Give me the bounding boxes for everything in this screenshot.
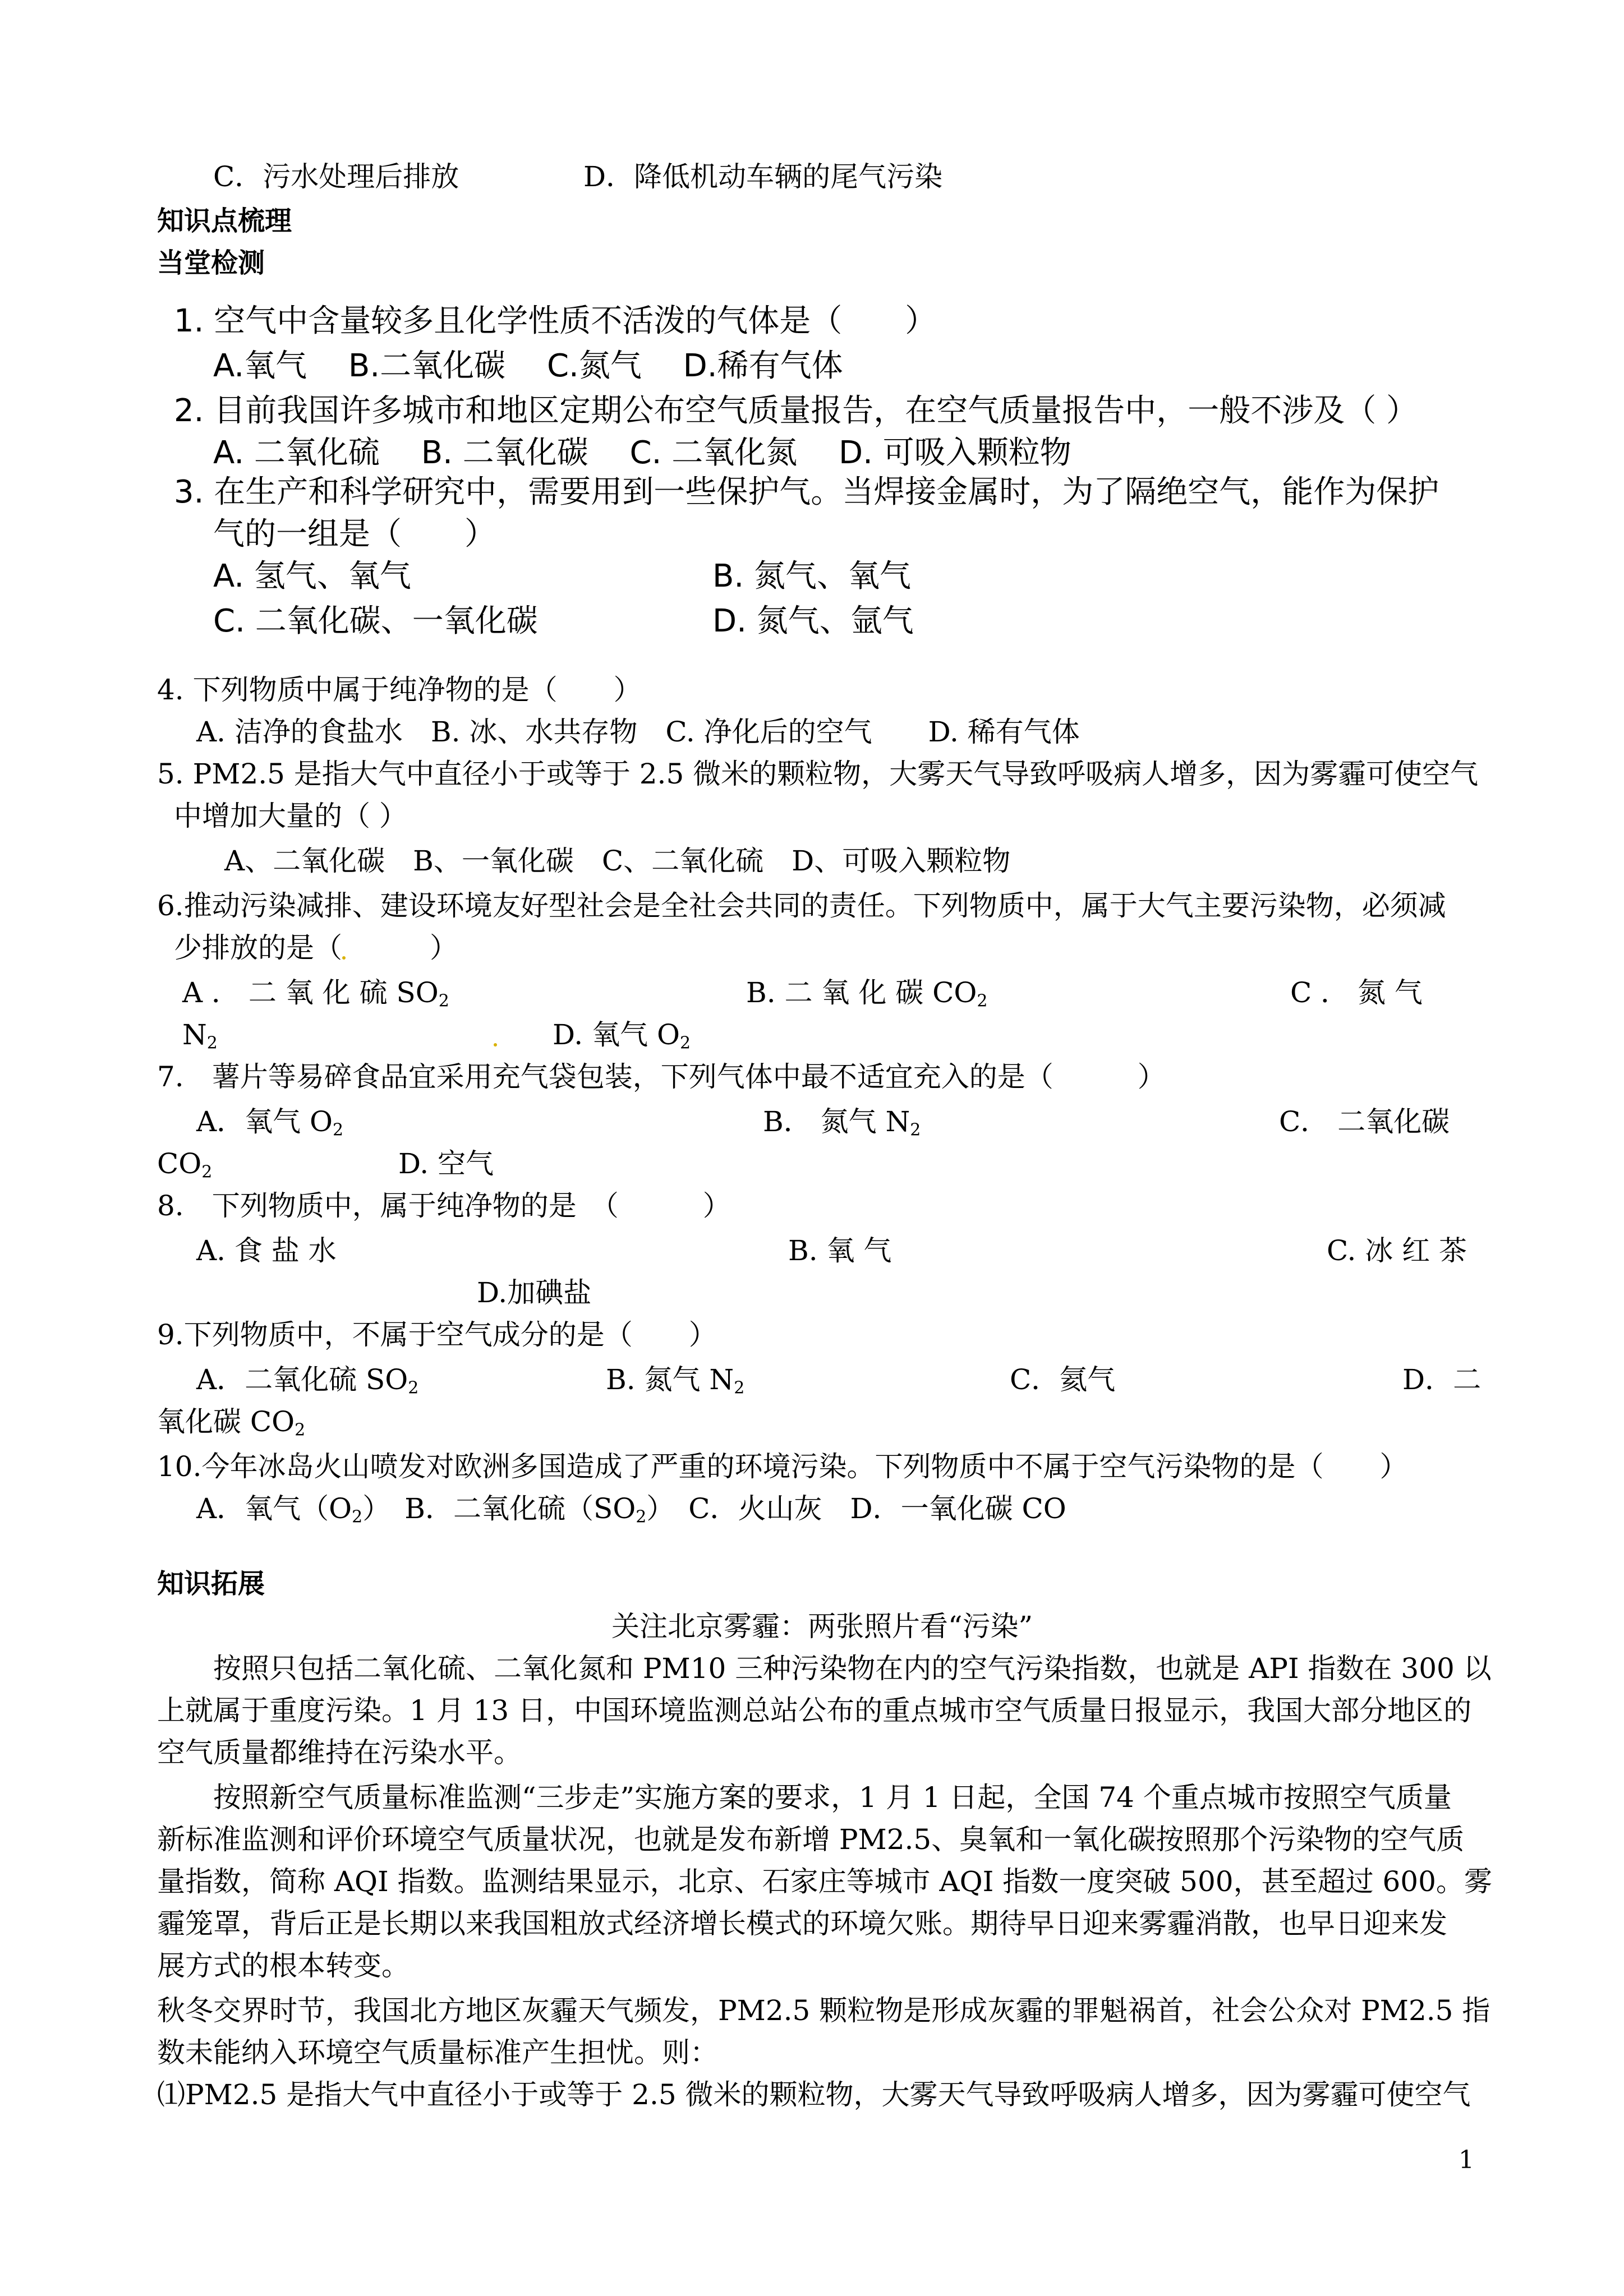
q6-option-a: A ． 二 氧 化 硫 $SO_2$ <box>182 976 449 1011</box>
q6-option-c-formula: $N_2$ <box>182 1018 218 1053</box>
q3-stem-line2: 气的一组是（ ） <box>213 516 496 552</box>
article-title: 关注北京雾霾：两张照片看“污染” <box>611 1610 1033 1643</box>
q9-option-b: B. 氮气 $N_2$ <box>606 1363 745 1398</box>
q10-stem: 10.今年冰岛火山喷发对欧洲多国造成了严重的环境污染。下列物质中不属于空气污染物的是（ ） <box>157 1450 1408 1483</box>
q5-stem-line1: 5. PM2.5 是指大气中直径小于或等于 2.5 微米的颗粒物，大雾天气导致呼吸病人增多，因为雾霾可使空气 <box>157 758 1479 790</box>
q7-option-b: B． 氮气 $N_2$ <box>763 1105 921 1140</box>
article-p3-line1: 秋冬交界时节，我国北方地区灰霾天气频发，PM2.5 颗粒物是形成灰霾的罪魁祸首，社会公众对 PM2.5 指 <box>157 1994 1490 2027</box>
q9-option-c: C．氦气 <box>1010 1363 1116 1396</box>
article-p2-line3: 量指数，简称 AQI 指数。监测结果显示，北京、石家庄等城市 AQI 指数一度突破 500，甚至超过 600。雾 <box>157 1865 1492 1898</box>
section-heading-test: 当堂检测 <box>157 247 265 279</box>
article-p2-line2: 新标准监测和评价环境空气质量状况，也就是发布新增 PM2.5、臭氧和一氧化碳按照那个污染物的空气质 <box>157 1823 1465 1856</box>
q7-option-a: A．氧气 $O_2$ <box>196 1105 344 1140</box>
article-p3-line2: 数未能纳入环境空气质量标准产生担忧。则： <box>157 2036 718 2069</box>
q8-option-d: D.加碘盐 <box>477 1276 592 1309</box>
q4-options: A. 洁净的食盐水 B. 冰、水共存物 C. 净化后的空气 D. 稀有气体 <box>196 716 1080 748</box>
q2-stem: 2. 目前我国许多城市和地区定期公布空气质量报告，在空气质量报告中，一般不涉及（ ） <box>174 393 1418 429</box>
article-p1-line2: 上就属于重度污染。1 月 13 日，中国环境监测总站公布的重点城市空气质量日报显示，我国大部分地区的 <box>157 1694 1472 1727</box>
q1-stem: 1. 空气中含量较多且化学性质不活泼的气体是（ ） <box>174 303 937 339</box>
q6-option-b: B. 二 氧 化 碳 $CO_2$ <box>746 976 988 1011</box>
article-p4-line1: ⑴PM2.5 是指大气中直径小于或等于 2.5 微米的颗粒物，大雾天气导致呼吸病人增多，因为雾霾可使空气 <box>157 2078 1471 2111</box>
q7-option-c: C． 二氧化碳 <box>1279 1105 1450 1138</box>
q3-option-d: D. 氮气、氩气 <box>712 603 914 639</box>
q9-option-d: D．二 <box>1402 1363 1482 1396</box>
section-heading-summary: 知识点梳理 <box>157 205 292 237</box>
q9-option-a: A．二氧化硫 $SO_2$ <box>196 1363 419 1398</box>
page-number: 1 <box>1459 2146 1474 2174</box>
q3-option-c: C. 二氧化碳、一氧化碳 <box>213 603 538 639</box>
q3-option-b: B. 氮气、氧气 <box>712 558 912 594</box>
q3-option-a: A. 氢气、氧气 <box>213 558 411 594</box>
q5-options: A、二氧化碳 B、一氧化碳 C、二氧化硫 D、可吸入颗粒物 <box>224 845 1011 877</box>
q8-option-a: A. 食 盐 水 <box>196 1234 337 1267</box>
article-p2-line5: 展方式的根本转变。 <box>157 1949 410 1982</box>
q7-option-d: D. 空气 <box>398 1147 494 1180</box>
q9-stem: 9.下列物质中，不属于空气成分的是（ ） <box>157 1318 717 1351</box>
article-p1-line3: 空气质量都维持在污染水平。 <box>157 1736 522 1769</box>
article-p2-line4: 霾笼罩，背后正是长期以来我国粗放式经济增长模式的环境欠账。期待早日迎来雾霾消散，也早日迎来发 <box>157 1907 1447 1940</box>
q8-option-b: B. 氧 气 <box>788 1234 892 1267</box>
q6-stem-line1: 6.推动污染减排、建设环境友好型社会是全社会共同的责任。下列物质中，属于大气主要污染物，必须减 <box>157 889 1446 922</box>
q1-options: A.氧气 B.二氧化碳 C.氮气 D.稀有气体 <box>213 348 843 384</box>
q6-option-d: D. 氧气 $O_2$ <box>553 1018 691 1053</box>
q8-stem: 8. 下列物质中，属于纯净物的是 （ ） <box>157 1190 731 1222</box>
q5-stem-line2: 中增加大量的（ ） <box>174 800 407 832</box>
section-heading-extension: 知识拓展 <box>157 1568 265 1599</box>
q8-option-c: C. 冰 红 茶 <box>1327 1234 1467 1267</box>
q9-option-d-cont: 氧化碳 $CO_2$ <box>157 1405 306 1440</box>
q6-option-c: C ． 氮 气 <box>1290 976 1423 1009</box>
q2-options: A. 二氧化硫 B. 二氧化碳 C. 二氧化氮 D. 可吸入颗粒物 <box>213 435 1071 471</box>
article-p2-line1: 按照新空气质量标准监测“三步走”实施方案的要求，1 月 1 日起，全国 74 个重点城市按照空气质量 <box>213 1781 1452 1814</box>
q10-options: A．氧气$(O_2)$ B．二氧化硫$(SO_2)$ C．火山灰 D．一氧化碳 CO <box>196 1492 1066 1527</box>
option-c: C．污水处理后排放 <box>213 160 459 193</box>
q3-stem-line1: 3. 在生产和科学研究中，需要用到一些保护气。当焊接金属时，为了隔绝空气，能作为保护 <box>174 474 1439 510</box>
mark <box>494 1021 497 1049</box>
article-p1-line1: 按照只包括二氧化硫、二氧化氮和 PM10 三种污染物在内的空气污染指数，也就是 API 指数在 300 以 <box>213 1652 1492 1685</box>
option-d: D．降低机动车辆的尾气污染 <box>583 160 943 193</box>
q4-stem: 4. 下列物质中属于纯净物的是（ ） <box>157 674 642 706</box>
q7-option-c-formula: $CO_2$ <box>157 1147 213 1182</box>
q6-stem-line2: 少排放的是（ ） <box>174 932 458 964</box>
q7-stem: 7. 薯片等易碎食品宜采用充气袋包装，下列气体中最不适宜充入的是（ ） <box>157 1061 1166 1093</box>
